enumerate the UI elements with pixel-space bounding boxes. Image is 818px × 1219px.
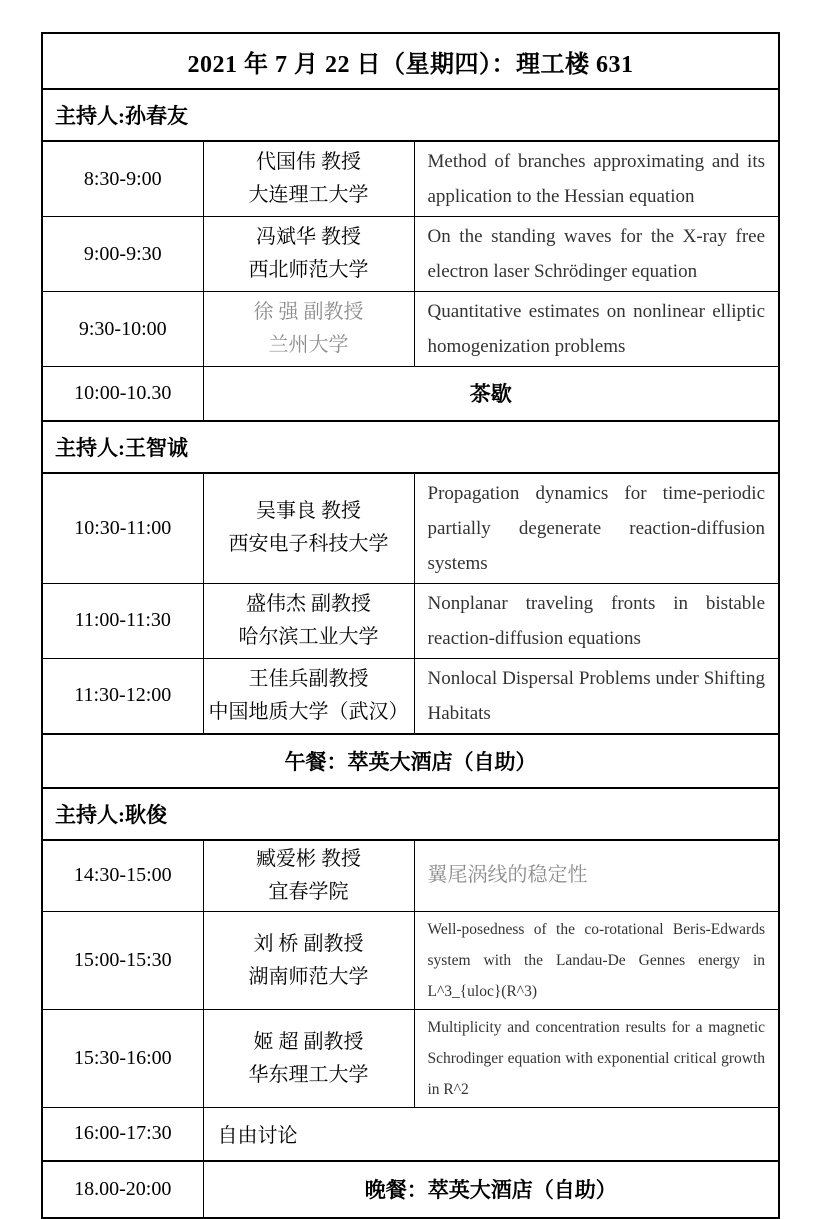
speaker-affiliation: 西北师范大学 xyxy=(248,259,369,281)
talk-title: Nonplanar traveling fronts in bistable reaction-diffusion equations xyxy=(414,583,779,658)
speaker-affiliation: 中国地质大学（武汉） xyxy=(208,700,409,723)
free-discussion-row xyxy=(42,1108,779,1161)
talk-row xyxy=(42,473,779,584)
talk-row xyxy=(42,658,779,734)
talk-speaker-cell xyxy=(203,658,414,734)
talk-row xyxy=(42,141,779,217)
talk-title: Nonlocal Dispersal Problems under Shifting Habitats xyxy=(414,658,779,734)
free-discussion-label: 自由讨论 xyxy=(203,1108,779,1161)
talk-speaker-cell xyxy=(203,1010,414,1108)
speaker-affiliation: 宜春学院 xyxy=(268,880,349,903)
talk-speaker-cell xyxy=(203,583,414,658)
talk-row xyxy=(42,583,779,658)
session3-chair: 主持人:耿俊 xyxy=(42,788,779,840)
speaker-name: 冯斌华 教授 xyxy=(256,226,361,248)
speaker-name: 臧爱彬 教授 xyxy=(256,847,361,870)
talk-speaker-cell xyxy=(203,141,414,217)
dinner-time: 18.00-20:00 xyxy=(42,1161,203,1218)
talk-time: 8:30-9:00 xyxy=(42,141,203,217)
talk-time: 9:30-10:00 xyxy=(42,292,203,367)
talk-title: On the standing waves for the X-ray free electron laser Schrödinger equation xyxy=(414,217,779,292)
speaker-affiliation: 兰州大学 xyxy=(268,334,349,356)
talk-time: 15:00-15:30 xyxy=(42,912,203,1010)
talk-speaker-cell xyxy=(203,912,414,1010)
talk-speaker-cell xyxy=(203,840,414,912)
talk-title: Propagation dynamics for time-periodic partially degenerate reaction-diffusion systems xyxy=(414,473,779,584)
talk-speaker-cell xyxy=(203,217,414,292)
session1-chair: 主持人:孙春友 xyxy=(42,89,779,141)
talk-time: 11:00-11:30 xyxy=(42,583,203,658)
talk-title: Multiplicity and concentration results for a magnetic Schrodinger equation with exponential critical growth in R^2 xyxy=(414,1010,779,1108)
lunch-row xyxy=(42,734,779,788)
speaker-affiliation: 湖南师范大学 xyxy=(248,965,369,988)
talk-row xyxy=(42,292,779,367)
speaker-name: 代国伟 教授 xyxy=(256,151,361,173)
tea-break-time: 10:00-10.30 xyxy=(42,367,203,421)
speaker-name: 吴事良 教授 xyxy=(256,500,361,522)
dinner-row xyxy=(42,1161,779,1218)
talk-row xyxy=(42,217,779,292)
dinner-label: 晚餐：萃英大酒店（自助） xyxy=(203,1161,779,1218)
free-discussion-time: 16:00-17:30 xyxy=(42,1108,203,1161)
talk-row xyxy=(42,840,779,912)
speaker-affiliation: 哈尔滨工业大学 xyxy=(238,625,379,648)
speaker-name: 盛伟杰 副教授 xyxy=(246,592,371,615)
talk-time: 9:00-9:30 xyxy=(42,217,203,292)
talk-row xyxy=(42,912,779,1010)
day-title: 2021 年 7 月 22 日（星期四）：理工楼 631 xyxy=(42,33,779,89)
talk-row xyxy=(42,1010,779,1108)
talk-title: 翼尾涡线的稳定性 xyxy=(414,840,779,912)
talk-speaker-cell xyxy=(203,292,414,367)
speaker-affiliation: 华东理工大学 xyxy=(248,1063,369,1086)
tea-break-label: 茶歇 xyxy=(203,367,779,421)
talk-time: 14:30-15:00 xyxy=(42,840,203,912)
speaker-name: 姬 超 副教授 xyxy=(253,1030,364,1053)
talk-speaker-cell xyxy=(203,473,414,584)
tea-break-row xyxy=(42,367,779,421)
speaker-affiliation: 大连理工大学 xyxy=(248,184,369,206)
talk-title: Method of branches approximating and its application to the Hessian equation xyxy=(414,141,779,217)
talk-time: 10:30-11:00 xyxy=(42,473,203,584)
session2-chair: 主持人:王智诚 xyxy=(42,421,779,473)
speaker-name: 刘 桥 副教授 xyxy=(253,932,364,955)
talk-time: 15:30-16:00 xyxy=(42,1010,203,1108)
speaker-affiliation: 西安电子科技大学 xyxy=(228,533,389,555)
speaker-name: 徐 强 副教授 xyxy=(253,301,364,323)
speaker-name: 王佳兵副教授 xyxy=(248,667,369,690)
lunch-label: 午餐：萃英大酒店（自助） xyxy=(42,734,779,788)
talk-title: Well-posedness of the co-rotational Beris-Edwards system with the Landau-De Gennes energy in L^3_{uloc}(R^3) xyxy=(414,912,779,1010)
talk-time: 11:30-12:00 xyxy=(42,658,203,734)
schedule-table xyxy=(41,32,780,1219)
talk-title: Quantitative estimates on nonlinear elliptic homogenization problems xyxy=(414,292,779,367)
